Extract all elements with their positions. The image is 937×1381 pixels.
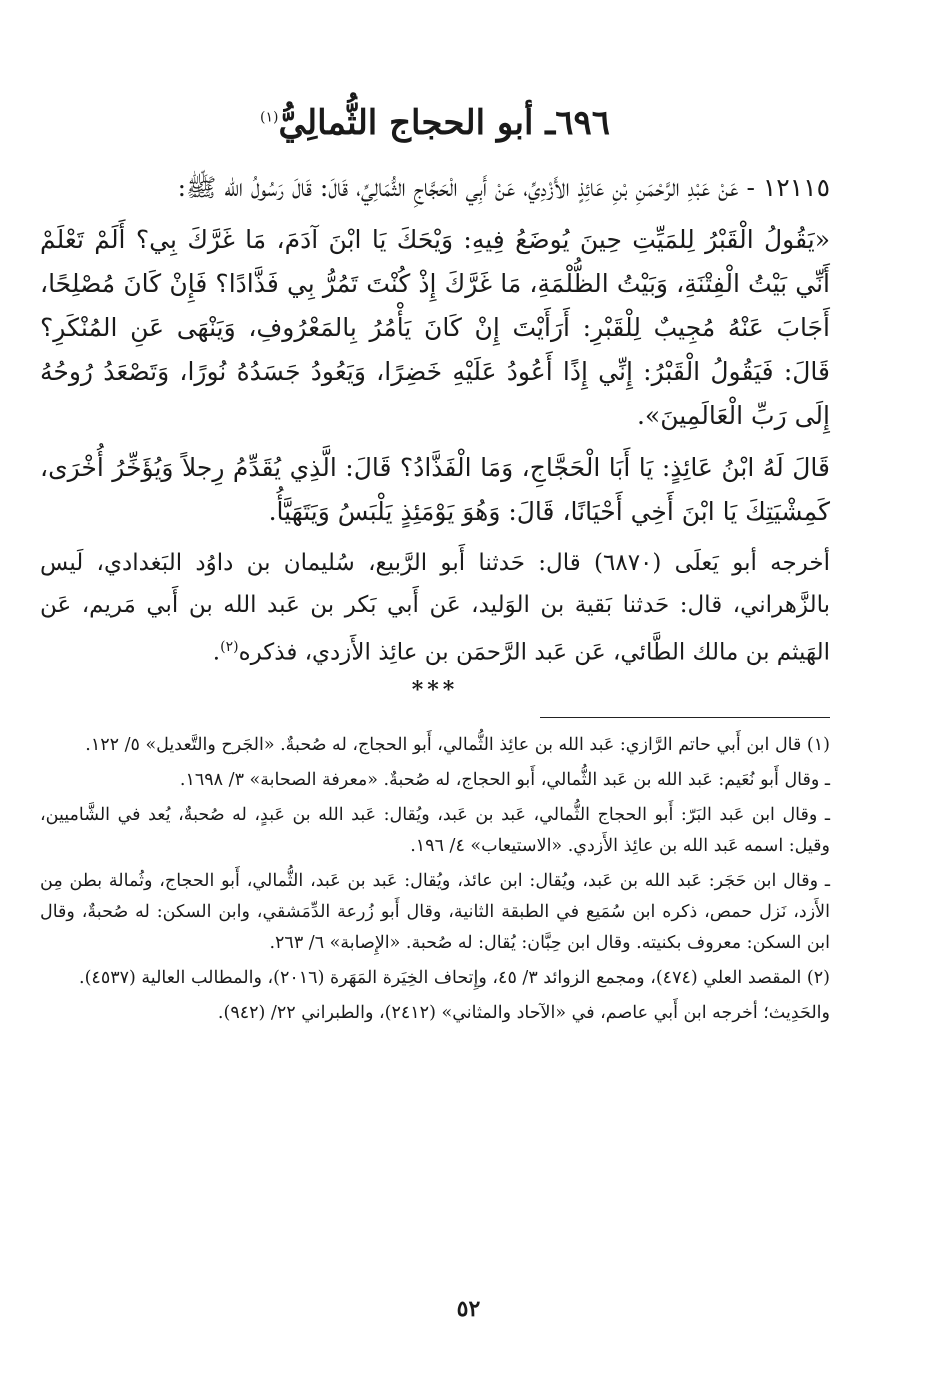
footnote-1: (١) قال ابن أَبي حاتم الرَّازي: عَبد الله بن عائِذ الثُّمالي، أَبو الحجاج، له صُحبةٌ. «الجَرح والتَّعديل» ٥/ ١٢٢. <box>85 735 830 756</box>
takhrij-footnote-ref: (٢) <box>220 638 239 655</box>
section-separator: *** <box>411 677 459 704</box>
hadith-takhrij <box>40 542 830 674</box>
takhrij-end: . <box>212 639 221 666</box>
footnote-1-ibn-hajar: ـ وقال ابن حَجَر: عَبد الله بن عَبد، ويُقال: ابن عائذ، ويُقال: عَبد بن عَبد، الثُّمالي، أَبو الحجاج، وثُمالة بطن مِن الأَزد، نَزل حمص، ذكره ابن سُمَيع في الطبقة الثانية، وقال أَبو زُرعة الدِّمَشقي، وابن السكن: له صُحبةٌ، وقال ابن السكن: معروف بكنيته. وقال ابن حِبَّان: يُقال: له صُحبة. «الإِصابة» ٦/ ٢٦٣. <box>40 871 830 954</box>
hadith-isnad: ١٢١١٥ - عَنْ عَبْدِ الرَّحْمَنِ بْنِ عَائِذٍ الأَزْدِيِّ، عَنْ أَبِي الْحَجَّاجِ الثُّمَالِيِّ، قَالَ: قَالَ رَسُولُ الله ﷺ: <box>177 172 830 202</box>
footnote-2-hadith: والحَدِيث؛ أخرجه ابن أَبي عاصم، في «الآحاد والمثاني» (٢٤١٢)، والطبراني ٢٢/ (٩٤٢). <box>217 1003 830 1024</box>
chapter-footnote-ref: (١) <box>260 109 279 126</box>
page-number: ٥٢ <box>456 1296 481 1322</box>
hadith-dialogue: قَالَ لَهُ ابْنُ عَائِذٍ: يَا أَبَا الْحَجَّاجِ، وَمَا الْفَذَّادُ؟ قَالَ: الَّذِي يُقَدِّمُ رِجلاً وَيُؤَخِّرُ أُخْرَى، كَمِشْيَتِكَ يَا ابْنَ أَخِي أَحْيَانًا، قَالَ: وَهُوَ يَوْمَئِذٍ يَلْبَسُ وَيَتَهَيَّأُ. <box>40 452 830 526</box>
hadith-matn: «يَقُولُ الْقَبْرُ لِلمَيِّتِ حِينَ يُوضَعُ فِيهِ: وَيْحَكَ يَا ابْنَ آدَمَ، مَا غَرَّكَ بِي؟ أَلَمْ تَعْلَمْ أَنِّي بَيْتُ الْفِتْنَةِ، وَبَيْتُ الظُّلْمَةِ، مَا غَرَّكَ إِذْ كُنْتَ تَمُرُّ بِي فَذَّادًا؟ فَإِنْ كَانَ مُصْلِحًا، أَجَابَ عَنْهُ مُجِيبٌ لِلْقَبْرِ: أَرَأَيْتَ إِنْ كَانَ يَأْمُرُ بِالمَعْرُوفِ، وَيَنْهَى عَنِ المُنْكَرِ؟ قَالَ: فَيَقُولُ الْقَبْرُ: إِنِّي إِذًا أَعُودُ عَلَيْهِ خَضِرًا، وَيَعُودُ جَسَدُهُ نُورًا، وَتَصْعَدُ رُوحُهُ إِلَى رَبِّ الْعَالَمِينَ». <box>40 224 831 430</box>
chapter-title <box>40 100 830 148</box>
hadith-takhrij-text: أخرجه أبو يَعلَى (٦٨٧٠) قال: حَدثنا أَبو الرَّبيع، سُليمان بن داوُد البَغدادي، لَيس بالزَّهراني، قال: حَدثنا بَقية بن الوَليد، عَن أَبي بَكر بن عَبد الله بن أَبي مَريم، عَن الهَيثم بن مالك الطَّائي، عَن عَبد الرَّحمَن بن عائِذ الأَزدي، فذكره <box>40 549 830 666</box>
footnote-1-ibn-abd-albarr: ـ وقال ابن عَبد البَرّ: أَبو الحجاج الثُّمالي، عَبد بن عَبد، ويُقال: عَبد الله بن عَبدٍ، له صُحبةٌ، يُعد في الشَّاميين، وقيل: اسمه عَبد الله بن عائِذ الأَزدي. «الاستيعاب» ٤/ ١٩٦. <box>40 805 830 857</box>
footnote-1-abu-nuaym: ـ وقال أَبو نُعَيم: عَبد الله بن عَبد الثُّمالي، أَبو الحجاج، له صُحبةٌ. «معرفة الصحابة» ٣/ ١٦٩٨. <box>179 770 830 791</box>
footnote-2: (٢) المقصد العلي (٤٧٤)، ومجمع الزوائد ٣/ ٤٥، وإِتحاف الخِيَرة المَهَرة (٢٠١٦)، والمطالب العالية (٤٥٣٧). <box>79 968 830 989</box>
footnotes <box>40 730 830 1029</box>
page-content <box>40 100 830 1033</box>
chapter-title-text: ٦٩٦ـ أبو الحجاج الثُّمالِيُّ <box>278 103 610 143</box>
footnote-divider <box>540 717 830 718</box>
